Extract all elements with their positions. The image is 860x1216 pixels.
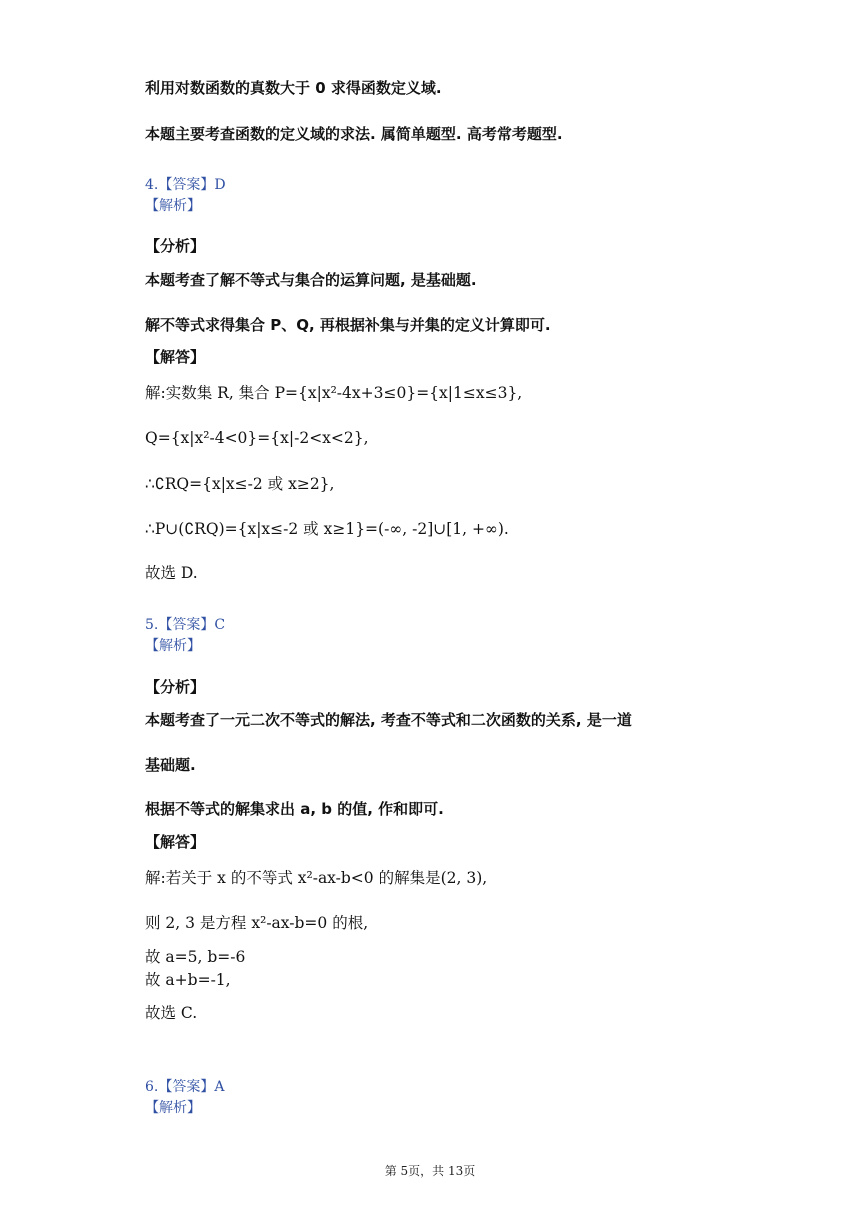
analysis-link: 【解析】: [145, 638, 201, 654]
analysis-link: 【解析】: [145, 1100, 201, 1116]
math-line: ∴P∪(∁RQ)={x|x≤-2 或 x≥1}=(-∞, -2]∪[1, +∞).: [145, 520, 509, 538]
text-line: 利用对数函数的真数大于 0 求得函数定义域.: [145, 79, 442, 97]
text-line: 故选 C.: [145, 1004, 198, 1022]
math-line: ∴∁RQ={x|x≤-2 或 x≥2},: [145, 475, 335, 493]
text-line: 本题主要考查函数的定义域的求法. 属简单题型. 高考常考题型.: [145, 125, 563, 143]
section-heading: 【分析】: [145, 237, 206, 255]
section-heading: 【解答】: [145, 833, 206, 851]
text-line: 根据不等式的解集求出 a, b 的值, 作和即可.: [145, 800, 444, 818]
section-heading: 【解答】: [145, 348, 206, 366]
math-line: 解:若关于 x 的不等式 x²-ax-b<0 的解集是(2, 3),: [145, 869, 488, 887]
text-line: 基础题.: [145, 756, 196, 774]
math-line: 故 a+b=-1,: [145, 971, 231, 989]
text-line: 本题考查了一元二次不等式的解法, 考查不等式和二次函数的关系, 是一道: [145, 711, 632, 729]
analysis-link: 【解析】: [145, 198, 201, 214]
math-line: Q={x|x²-4<0}={x|-2<x<2},: [145, 429, 369, 447]
section-heading: 【分析】: [145, 678, 206, 696]
math-line: 解:实数集 R, 集合 P={x|x²-4x+3≤0}={x|1≤x≤3},: [145, 384, 523, 402]
math-line: 则 2, 3 是方程 x²-ax-b=0 的根,: [145, 914, 369, 932]
text-line: 解不等式求得集合 P、Q, 再根据补集与并集的定义计算即可.: [145, 316, 551, 334]
answer-heading: 5.【答案】C: [145, 617, 226, 633]
text-line: 本题考查了解不等式与集合的运算问题, 是基础题.: [145, 271, 477, 289]
answer-heading: 6.【答案】A: [145, 1079, 225, 1095]
text-line: 故选 D.: [145, 564, 198, 582]
math-line: 故 a=5, b=-6: [145, 948, 246, 966]
page-footer: 第 5页，共 13页: [384, 1164, 476, 1178]
answer-heading: 4.【答案】D: [145, 177, 226, 193]
